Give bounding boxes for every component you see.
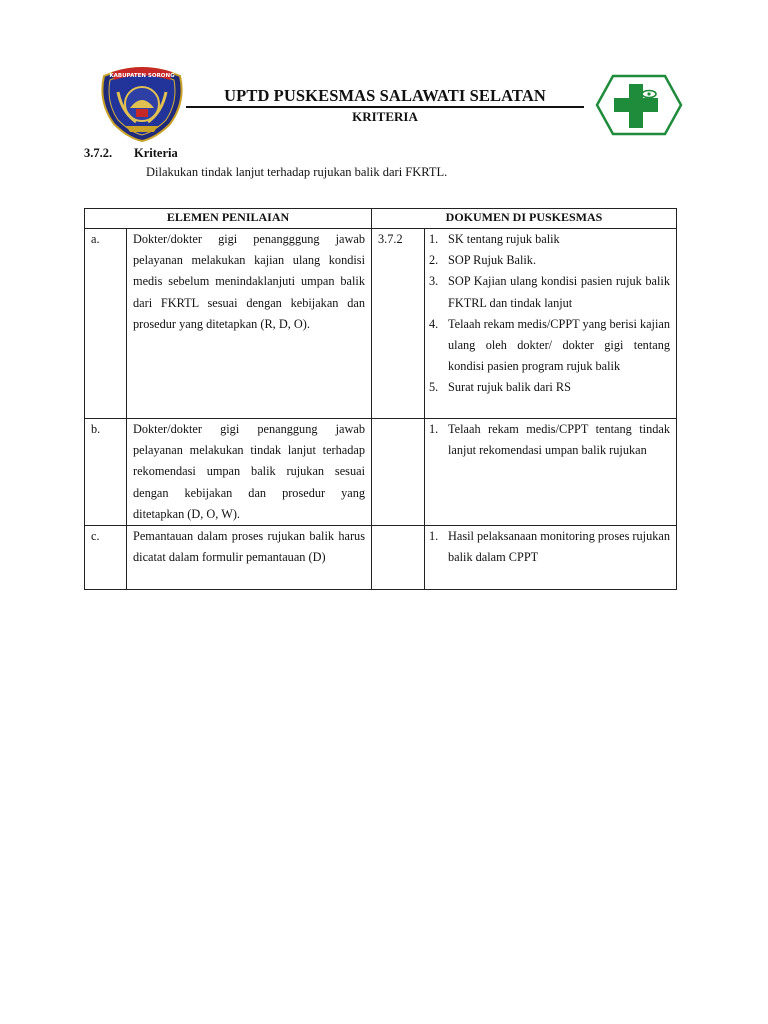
row-code xyxy=(372,526,425,590)
list-item-text: Telaah rekam medis/CPPT tentang tindak lanjut rekomendasi umpan balik rujukan xyxy=(448,422,670,458)
row-documents xyxy=(425,229,677,419)
row-description: Dokter/dokter gigi penangggung jawab pelayanan melakukan kajian ulang kondisi medis sebelum menindaklanjuti umpan balik dari FKRTL sesuai dengan kebijakan dan prosedur yang ditetapkan (R, D, O). xyxy=(127,229,372,419)
section-heading xyxy=(84,146,178,161)
title-rule xyxy=(186,106,584,108)
row-letter: c. xyxy=(85,526,127,590)
row-code xyxy=(372,419,425,526)
page-title: UPTD PUSKESMAS SALAWATI SELATAN xyxy=(224,86,546,105)
table-header-row xyxy=(85,209,677,229)
list-item-number: 4. xyxy=(429,316,439,331)
list-item xyxy=(429,271,670,313)
row-documents xyxy=(425,419,677,526)
list-item-number: 5. xyxy=(429,380,439,395)
section-intro: Dilakukan tindak lanjut terhadap rujukan balik dari FKRTL. xyxy=(146,165,448,179)
table-row xyxy=(85,419,677,526)
list-item xyxy=(429,250,670,271)
column-header-dokumen: DOKUMEN DI PUSKESMAS xyxy=(372,209,677,229)
document-list xyxy=(429,229,670,399)
document-list xyxy=(429,419,670,461)
regency-crest-icon xyxy=(96,62,188,142)
list-item-text: SK tentang rujuk balik xyxy=(448,232,560,246)
row-letter: b. xyxy=(85,419,127,526)
list-item-number: 1. xyxy=(429,232,439,246)
puskesmas-green-cross-icon xyxy=(595,74,683,136)
section-number: 3.7.2. xyxy=(84,146,113,160)
header xyxy=(186,86,584,125)
list-item-number: 1. xyxy=(429,529,439,544)
row-documents xyxy=(425,526,677,590)
document-list xyxy=(429,526,670,568)
row-code: 3.7.2 xyxy=(372,229,425,419)
row-letter: a. xyxy=(85,229,127,419)
list-item-text: Surat rujuk balik dari RS xyxy=(448,380,571,395)
list-item-text: SOP Kajian ulang kondisi pasien rujuk balik FKTRL dan tindak lanjut xyxy=(448,274,670,310)
criteria-table xyxy=(84,208,677,590)
list-item-text: SOP Rujuk Balik. xyxy=(448,253,537,268)
list-item-text: Telaah rekam medis/CPPT yang berisi kajian ulang oleh dokter/ dokter gigi tentang kondisi pasien program rujuk balik xyxy=(448,316,670,374)
crest-banner-text: KABUPATEN SORONG xyxy=(109,73,175,79)
list-item xyxy=(429,229,670,250)
list-item xyxy=(429,526,670,568)
table-row xyxy=(85,229,677,419)
list-item-number: 1. xyxy=(429,422,439,436)
section-label: Kriteria xyxy=(134,146,178,160)
list-item-text: Hasil pelaksanaan monitoring proses rujukan balik dalam CPPT xyxy=(448,529,670,565)
column-header-elemen: ELEMEN PENILAIAN xyxy=(85,209,372,229)
list-item xyxy=(429,314,670,378)
page-subtitle: KRITERIA xyxy=(352,109,418,124)
list-item-number: 2. xyxy=(429,253,439,268)
list-item xyxy=(429,419,670,461)
row-description: Pemantauan dalam proses rujukan balik harus dicatat dalam formulir pemantauan (D) xyxy=(127,526,372,590)
list-item xyxy=(429,377,670,398)
row-description: Dokter/dokter gigi penanggung jawab pelayanan melakukan tindak lanjut terhadap rekomendasi umpan balik rujukan sesuai dengan kebijakan dan prosedur yang ditetapkan (D, O, W). xyxy=(127,419,372,526)
list-item-number: 3. xyxy=(429,274,439,289)
table-row xyxy=(85,526,677,590)
